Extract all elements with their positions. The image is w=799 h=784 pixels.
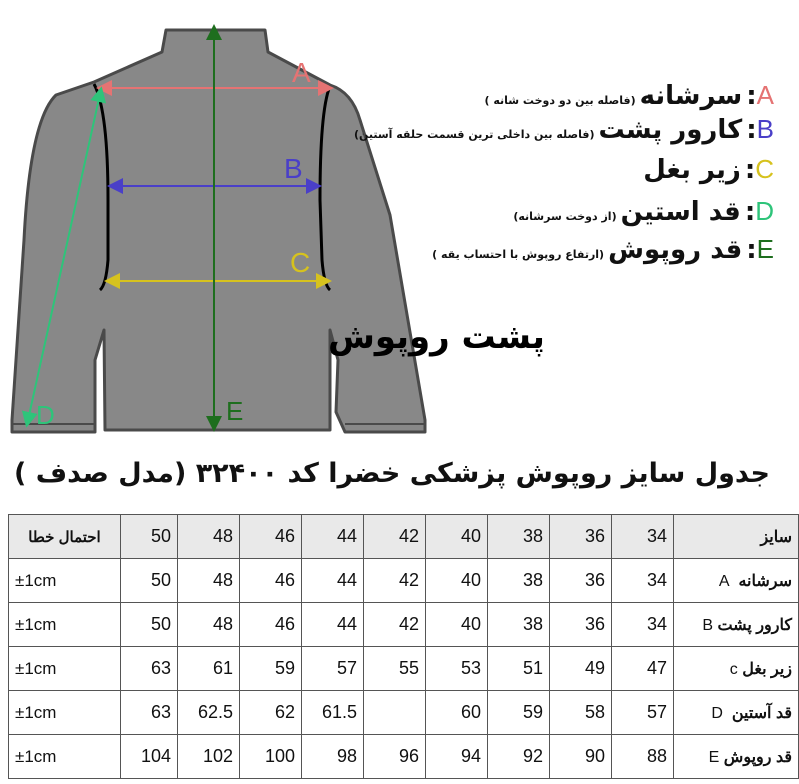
table-cell: 57	[612, 691, 674, 735]
table-cell: 92	[488, 735, 550, 779]
table-cell: 42	[364, 559, 426, 603]
row-label-letter: B	[702, 616, 713, 634]
row-label-name: قد روپوش	[723, 748, 792, 766]
table-cell: 94	[426, 735, 488, 779]
table-cell: 40	[426, 603, 488, 647]
table-row	[9, 603, 799, 647]
row-label-letter: E	[708, 748, 720, 766]
tolerance-cell: ±1cm	[9, 559, 121, 603]
row-label-letter: D	[711, 704, 723, 722]
line-letter-e: E	[226, 396, 244, 426]
row-label-name: زیر بغل	[742, 660, 792, 678]
legend-item-b: B:کارور پشت(فاصله بین داخلی ترین قسمت حلقه آستین)	[353, 114, 774, 145]
legend-name-a: سرشانه	[639, 81, 743, 111]
tolerance-cell: ±1cm	[9, 603, 121, 647]
table-row	[9, 735, 799, 779]
table-cell: 48	[178, 559, 240, 603]
garment-back-label: پشت روپوش	[328, 317, 545, 357]
size-header-cell: 40	[426, 515, 488, 559]
table-cell: 61.5	[302, 691, 364, 735]
legend-letter-e: E	[756, 234, 774, 264]
row-label-name: سرشانه	[738, 572, 792, 590]
legend-name-c: زیر بغل	[643, 155, 741, 185]
line-letter-c: C	[290, 247, 311, 278]
table-cell: 98	[302, 735, 364, 779]
table-cell: 63	[121, 691, 178, 735]
row-label-letter: c	[729, 660, 738, 678]
line-letter-b: B	[284, 153, 303, 184]
size-table-title: جدول سایز روپوش پزشکی خضرا کد ۳۲۴۰۰ (مدل صدف )	[14, 458, 770, 489]
row-label	[674, 691, 799, 735]
row-label-name: کارور پشت	[717, 616, 792, 634]
table-cell: 59	[488, 691, 550, 735]
legend-item-c: C:زیر بغل	[643, 154, 774, 185]
size-header-cell: 34	[612, 515, 674, 559]
legend-note-a: (فاصله بین دو دوخت شانه )	[484, 94, 636, 107]
table-cell: 60	[426, 691, 488, 735]
table-cell: 40	[426, 559, 488, 603]
table-cell	[364, 691, 426, 735]
table-cell: 62.5	[178, 691, 240, 735]
legend-letter-a: A	[756, 80, 774, 110]
legend-letter-d: D	[755, 196, 774, 226]
table-cell: 53	[426, 647, 488, 691]
legend-letter-c: C	[755, 154, 774, 184]
table-cell: 55	[364, 647, 426, 691]
table-cell: 58	[550, 691, 612, 735]
table-cell: 36	[550, 559, 612, 603]
table-cell: 34	[612, 559, 674, 603]
row-label	[674, 559, 799, 603]
tolerance-cell: ±1cm	[9, 647, 121, 691]
size-header-cell: 48	[178, 515, 240, 559]
row-label-letter: A	[718, 572, 730, 590]
size-header-cell: 36	[550, 515, 612, 559]
line-letter-d: D	[36, 400, 55, 430]
table-row	[9, 647, 799, 691]
legend-letter-b: B	[756, 114, 774, 144]
legend-item-d: D:قد استین(از دوخت سرشانه)	[513, 196, 774, 227]
size-header-cell: 44	[302, 515, 364, 559]
table-cell: 42	[364, 603, 426, 647]
tolerance-header: احتمال خطا	[9, 515, 121, 559]
legend-name-d: قد استین	[620, 197, 741, 227]
legend-note-b: (فاصله بین داخلی ترین قسمت حلقه آستین)	[353, 128, 595, 141]
row-label	[674, 647, 799, 691]
size-header-cell: 38	[488, 515, 550, 559]
legend-item-e: E:قد روپوش(ارتفاع روپوش با احتساب یقه )	[432, 234, 774, 265]
table-cell: 36	[550, 603, 612, 647]
table-cell: 63	[121, 647, 178, 691]
table-cell: 46	[240, 603, 302, 647]
tolerance-cell: ±1cm	[9, 691, 121, 735]
row-label	[674, 735, 799, 779]
table-cell: 96	[364, 735, 426, 779]
table-cell: 62	[240, 691, 302, 735]
table-row	[9, 691, 799, 735]
legend-note-e: (ارتفاع روپوش با احتساب یقه )	[432, 248, 605, 261]
legend-name-b: کارور پشت	[598, 115, 743, 145]
table-cell: 38	[488, 603, 550, 647]
size-header-cell: 50	[121, 515, 178, 559]
table-cell: 38	[488, 559, 550, 603]
legend-item-a: A:سرشانه(فاصله بین دو دوخت شانه )	[484, 80, 774, 111]
table-cell: 44	[302, 559, 364, 603]
table-cell: 100	[240, 735, 302, 779]
table-cell: 57	[302, 647, 364, 691]
table-cell: 50	[121, 603, 178, 647]
line-letter-a: A	[292, 57, 311, 88]
table-header-row	[9, 515, 799, 559]
tolerance-cell: ±1cm	[9, 735, 121, 779]
table-cell: 47	[612, 647, 674, 691]
table-cell: 104	[121, 735, 178, 779]
size-header-label: سایز	[674, 515, 799, 559]
table-cell: 102	[178, 735, 240, 779]
table-cell: 51	[488, 647, 550, 691]
table-cell: 48	[178, 603, 240, 647]
table-cell: 34	[612, 603, 674, 647]
table-cell: 90	[550, 735, 612, 779]
table-cell: 49	[550, 647, 612, 691]
table-cell: 44	[302, 603, 364, 647]
legend-note-d: (از دوخت سرشانه)	[513, 210, 617, 223]
table-cell: 46	[240, 559, 302, 603]
table-cell: 59	[240, 647, 302, 691]
size-header-cell: 42	[364, 515, 426, 559]
legend-name-e: قد روپوش	[608, 235, 743, 265]
size-table	[8, 514, 799, 779]
table-cell: 50	[121, 559, 178, 603]
table-cell: 88	[612, 735, 674, 779]
table-row	[9, 559, 799, 603]
row-label	[674, 603, 799, 647]
table-cell: 61	[178, 647, 240, 691]
row-label-name: قد آستین	[731, 704, 792, 722]
size-header-cell: 46	[240, 515, 302, 559]
